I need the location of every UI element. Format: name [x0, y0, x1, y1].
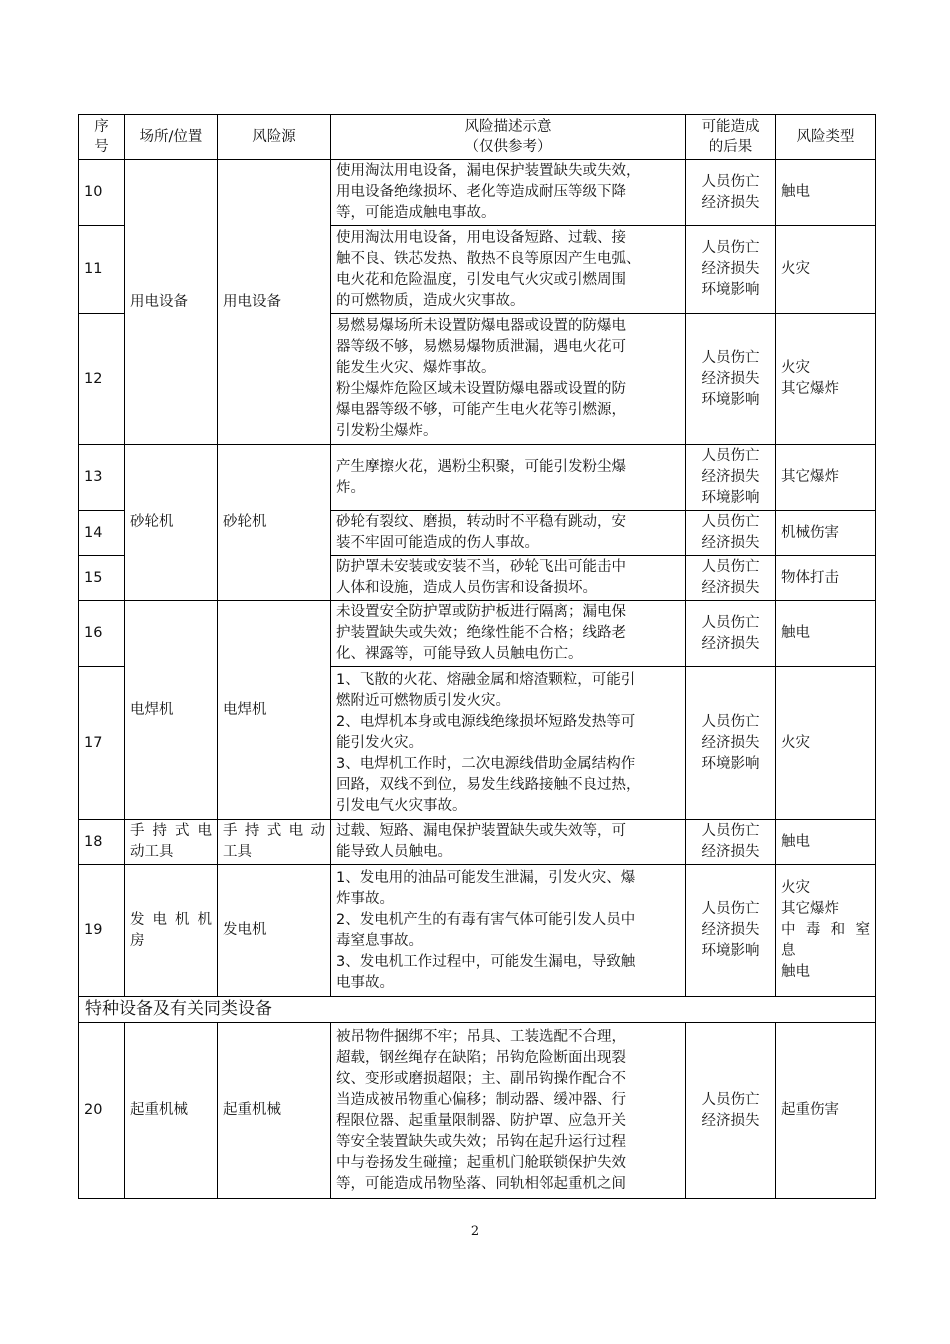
table-header-row	[79, 115, 876, 160]
description-cell: 使用淘汰用电设备，漏电保护装置缺失或失效， 用电设备绝缘损坏、老化等造成耐压等级下降 等，可能造成触电事故。	[331, 160, 686, 226]
risk-type-cell: 起重伤害	[776, 1023, 876, 1199]
description-cell: 1、飞散的火花、熔融金属和熔渣颗粒，可能引 燃附近可燃物质引发火灾。 2、电焊机本身或电源线绝缘损坏短路发热等可 能引发火灾。 3、电焊机工作时，二次电源线借助金属结构作 回路，双线不到位，易发生线路接触不良过热， 引发电气火灾事故。	[331, 667, 686, 820]
row-number: 12	[79, 314, 125, 445]
description-cell: 产生摩擦火花，遇粉尘积聚，可能引发粉尘爆 炸。	[331, 445, 686, 511]
page-number: 2	[470, 1224, 480, 1239]
table-row	[79, 865, 876, 997]
description-cell: 过载、短路、漏电保护装置缺失或失效等，可 能导致人员触电。	[331, 820, 686, 865]
source-cell: 电焊机	[218, 601, 331, 820]
row-number: 10	[79, 160, 125, 226]
header-description: 风险描述示意 （仅供参考）	[331, 115, 686, 160]
risk-type-cell: 火灾	[776, 226, 876, 314]
location-cell: 电焊机	[125, 601, 218, 820]
location-cell: 砂轮机	[125, 445, 218, 601]
row-number: 14	[79, 511, 125, 556]
description-cell: 被吊物件捆绑不牢；吊具、工装选配不合理， 超载，钢丝绳存在缺陷；吊钩危险断面出现裂 纹、变形或磨损超限；主、副吊钩操作配合不 当造成被吊物重心偏移；制动器、缓冲器、行 程限位器、起重量限制器、防护罩、应急开关 等安全装置缺失或失效；吊钩在起升运行过程 中与卷扬发生碰撞；起重机门舱联锁保护失效 等，可能造成吊物坠落、同轨相邻起重机之间	[331, 1023, 686, 1199]
risk-type-cell: 触电	[776, 820, 876, 865]
consequence-cell: 人员伤亡 经济损失	[686, 556, 776, 601]
location-cell: 手持式电 动工具	[125, 820, 218, 865]
risk-type-cell: 触电	[776, 160, 876, 226]
description-cell: 使用淘汰用电设备，用电设备短路、过载、接 触不良、铁芯发热、散热不良等原因产生电弧、 电火花和危险温度，引发电气火灾或引燃周围 的可燃物质，造成火灾事故。	[331, 226, 686, 314]
risk-type-cell: 物体打击	[776, 556, 876, 601]
consequence-cell: 人员伤亡 经济损失 环境影响	[686, 445, 776, 511]
table-row	[79, 820, 876, 865]
consequence-cell: 人员伤亡 经济损失	[686, 1023, 776, 1199]
consequence-cell: 人员伤亡 经济损失	[686, 820, 776, 865]
header-consequence: 可能造成 的后果	[686, 115, 776, 160]
row-number: 20	[79, 1023, 125, 1199]
row-number: 18	[79, 820, 125, 865]
location-cell: 起重机械	[125, 1023, 218, 1199]
table-row	[79, 445, 876, 511]
risk-type-cell: 火灾 其它爆炸 中毒和窒 息 触电	[776, 865, 876, 997]
row-number: 19	[79, 865, 125, 997]
source-cell: 发电机	[218, 865, 331, 997]
description-cell: 未设置安全防护罩或防护板进行隔离；漏电保 护装置缺失或失效；绝缘性能不合格；线路老 化、裸露等，可能导致人员触电伤亡。	[331, 601, 686, 667]
header-location: 场所/位置	[125, 115, 218, 160]
location-cell: 发电机机 房	[125, 865, 218, 997]
source-cell: 用电设备	[218, 160, 331, 445]
row-number: 11	[79, 226, 125, 314]
row-number: 15	[79, 556, 125, 601]
section-header-row	[79, 997, 876, 1023]
description-cell: 防护罩未安装或安装不当，砂轮飞出可能击中 人体和设施，造成人员伤害和设备损坏。	[331, 556, 686, 601]
risk-type-cell: 火灾 其它爆炸	[776, 314, 876, 445]
table-row	[79, 601, 876, 667]
risk-type-cell: 其它爆炸	[776, 445, 876, 511]
source-cell: 起重机械	[218, 1023, 331, 1199]
header-source: 风险源	[218, 115, 331, 160]
risk-table	[78, 114, 876, 1199]
source-cell: 砂轮机	[218, 445, 331, 601]
location-cell: 用电设备	[125, 160, 218, 445]
table-row	[79, 160, 876, 226]
header-risk-type: 风险类型	[776, 115, 876, 160]
section-title: 特种设备及有关同类设备	[79, 997, 876, 1023]
source-cell: 手持式电动 工具	[218, 820, 331, 865]
consequence-cell: 人员伤亡 经济损失	[686, 160, 776, 226]
description-cell: 易燃易爆场所未设置防爆电器或设置的防爆电 器等级不够，易燃易爆物质泄漏，遇电火花可 能发生火灾、爆炸事故。 粉尘爆炸危险区域未设置防爆电器或设置的防 爆电器等级不够，可能产生电火花等引燃源， 引发粉尘爆炸。	[331, 314, 686, 445]
consequence-cell: 人员伤亡 经济损失 环境影响	[686, 865, 776, 997]
row-number: 17	[79, 667, 125, 820]
consequence-cell: 人员伤亡 经济损失	[686, 511, 776, 556]
risk-type-cell: 触电	[776, 601, 876, 667]
row-number: 16	[79, 601, 125, 667]
consequence-cell: 人员伤亡 经济损失 环境影响	[686, 226, 776, 314]
risk-type-cell: 火灾	[776, 667, 876, 820]
description-cell: 1、发电用的油品可能发生泄漏，引发火灾、爆 炸事故。 2、发电机产生的有毒有害气体可能引发人员中 毒窒息事故。 3、发电机工作过程中，可能发生漏电，导致触 电事故。	[331, 865, 686, 997]
table-row	[79, 1023, 876, 1199]
header-seq: 序 号	[79, 115, 125, 160]
risk-type-cell: 机械伤害	[776, 511, 876, 556]
description-cell: 砂轮有裂纹、磨损，转动时不平稳有跳动，安 装不牢固可能造成的伤人事故。	[331, 511, 686, 556]
consequence-cell: 人员伤亡 经济损失 环境影响	[686, 314, 776, 445]
consequence-cell: 人员伤亡 经济损失	[686, 601, 776, 667]
row-number: 13	[79, 445, 125, 511]
consequence-cell: 人员伤亡 经济损失 环境影响	[686, 667, 776, 820]
